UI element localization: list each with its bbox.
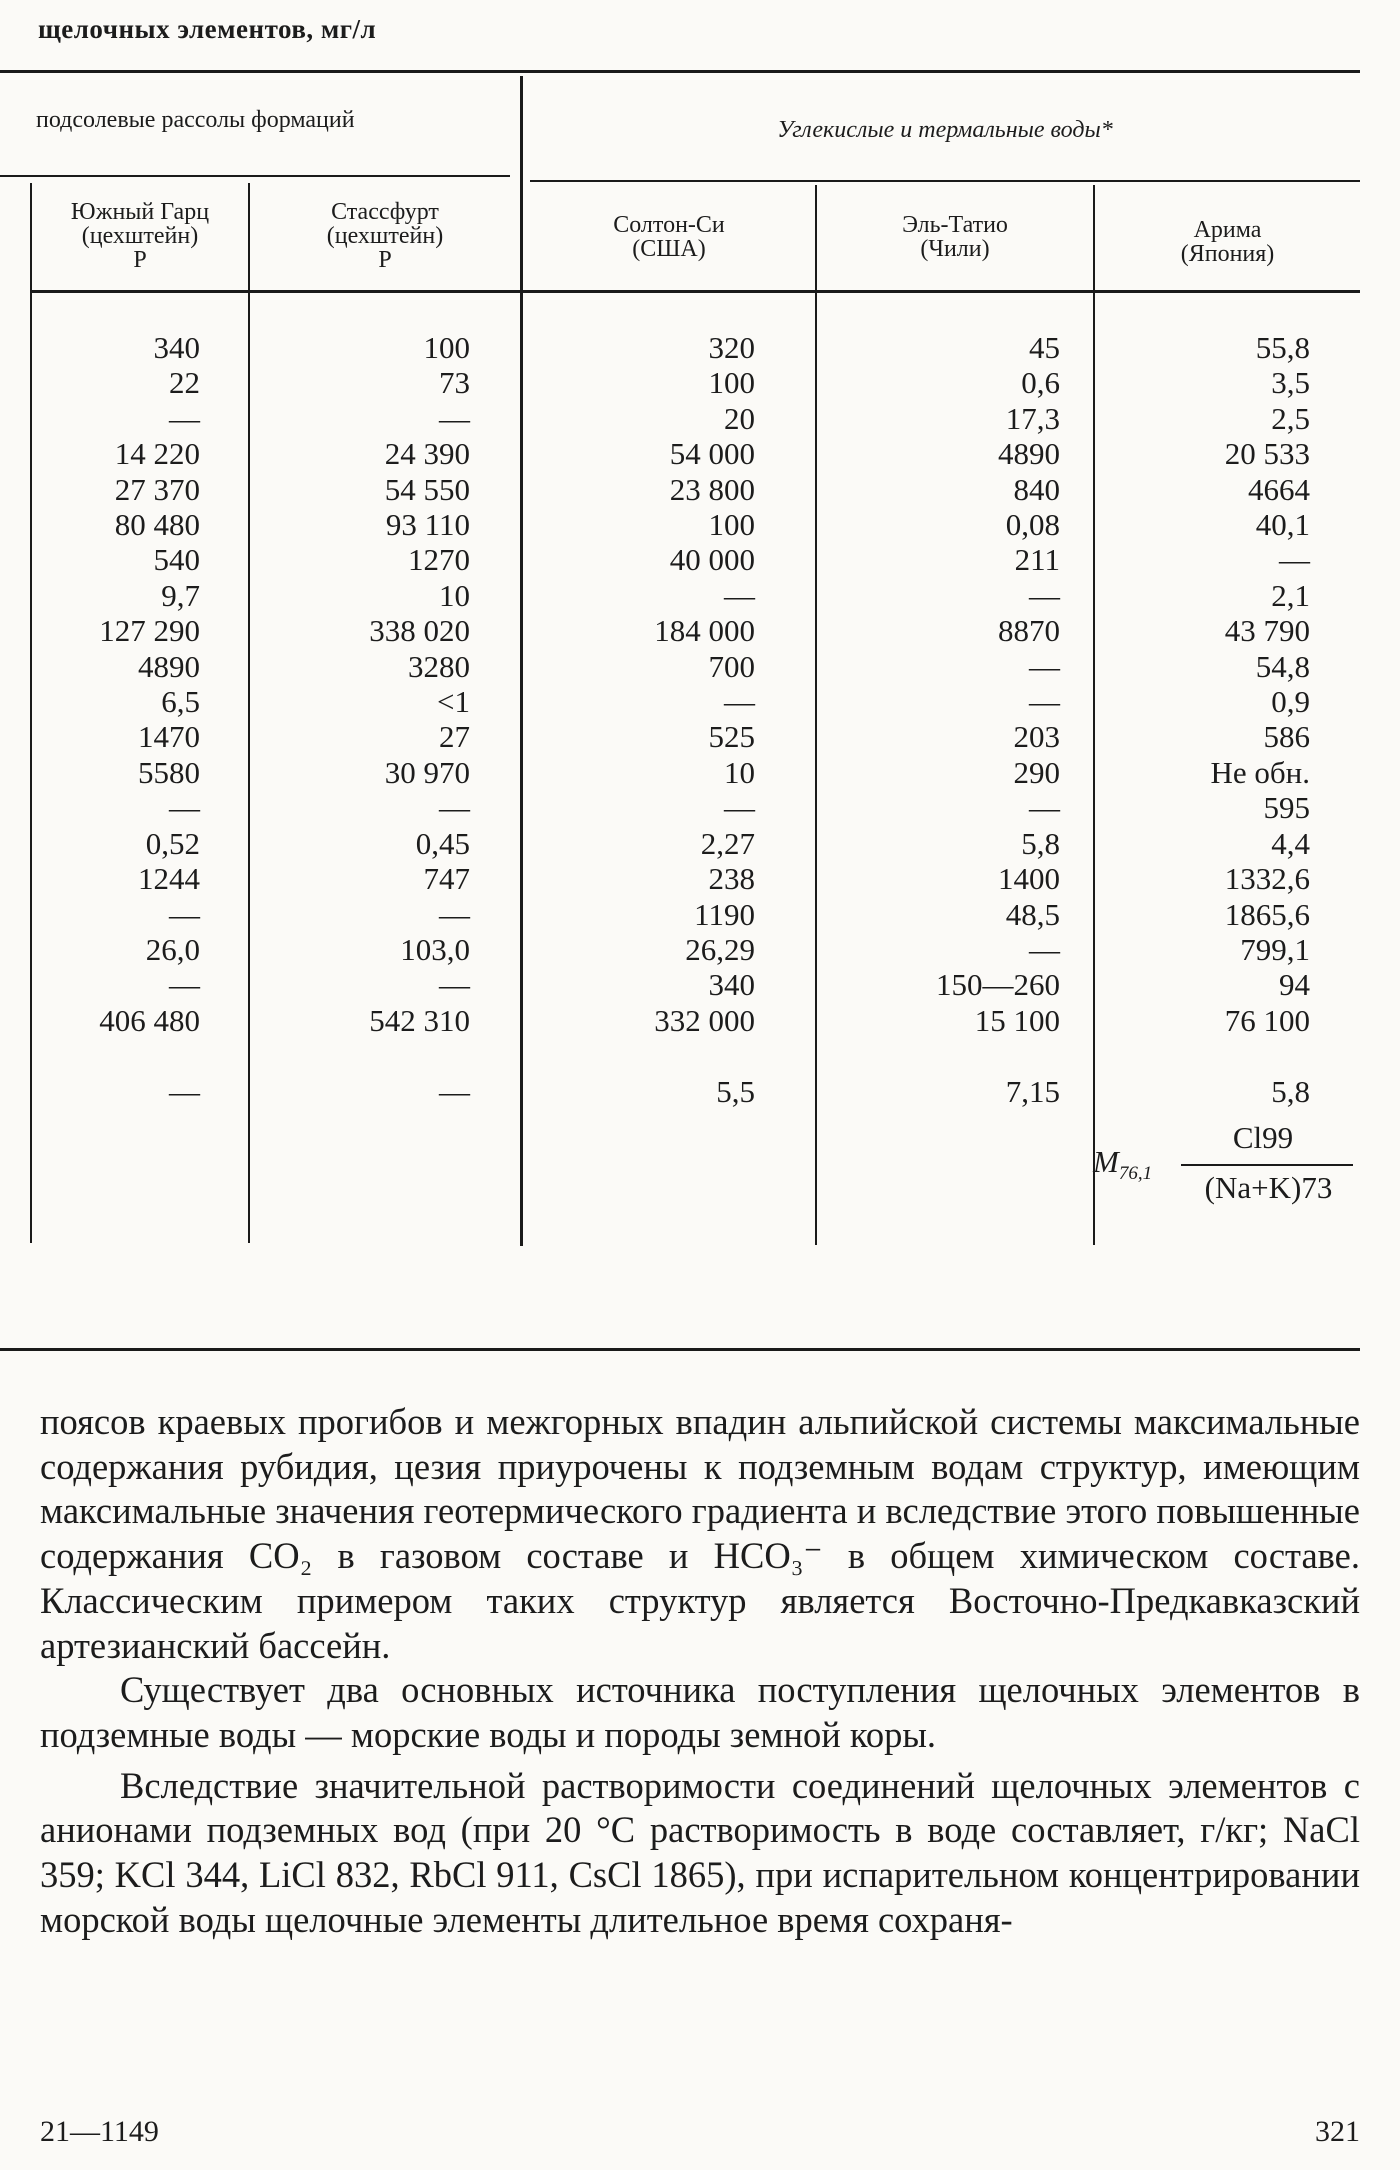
table-cell: — [169, 400, 200, 436]
table-cell: 22 [169, 365, 200, 401]
column-header-5: Арима (Япония) [1180, 217, 1275, 267]
table-cell: 184 000 [654, 613, 755, 649]
table-cell: 320 [708, 330, 755, 365]
table-cell: 14 220 [114, 436, 200, 472]
table-cell: 93 110 [385, 507, 470, 543]
table-cell: 20 [724, 400, 755, 436]
signature-mark: 21—1149 [40, 2115, 159, 2148]
table-cell: — [724, 790, 755, 826]
table-cell [840, 1038, 1060, 1073]
table-cell: — [724, 684, 755, 720]
table-cell [545, 1038, 755, 1073]
table-cell: — [1029, 790, 1060, 826]
table-cell: — [439, 790, 470, 826]
table-cell: 48,5 [1005, 896, 1060, 932]
group-header-right: Углекислые и термальные воды* [777, 117, 1113, 143]
table-bottom-rule [0, 1348, 1360, 1351]
table-cell: 40 000 [669, 542, 755, 578]
table-cell [1110, 1038, 1310, 1073]
table-cell: 8870 [998, 613, 1060, 649]
table-cell: 5,8 [1021, 825, 1060, 861]
table-cell [270, 1038, 470, 1073]
table-cell: 203 [1013, 719, 1060, 755]
table-cell: 9,7 [161, 577, 200, 613]
table-cell: Не обн. [1210, 754, 1310, 790]
table-cell: 3,5 [1271, 365, 1310, 401]
table-cell: 5,8 [1271, 1073, 1310, 1109]
table-cell: 340 [153, 330, 200, 365]
column-header-1: Южный Гарц (цехштейн) Р [70, 199, 210, 273]
table-cell: 15 100 [974, 1002, 1060, 1038]
table-cell: 0,52 [145, 825, 200, 861]
data-column-5 [1110, 330, 1310, 1109]
formula-fraction-bar [1181, 1164, 1353, 1166]
paragraph-2: Существует два основных источника поступления щелочных элементов в подземные воды — морские воды и породы земной коры. [40, 1669, 1360, 1755]
table-cell: — [1279, 542, 1310, 578]
table-cell: 76 100 [1224, 1002, 1310, 1038]
group-right-rule [530, 180, 1360, 182]
table-cell: 17,3 [1005, 400, 1060, 436]
table-cell: 2,5 [1271, 400, 1310, 436]
table-cell: — [1029, 577, 1060, 613]
table-cell: 27 370 [114, 471, 200, 507]
table-cell: 54 550 [384, 471, 470, 507]
table-cell: 840 [1013, 471, 1060, 507]
table-cell: 332 000 [654, 1002, 755, 1038]
table-cell: 27 [439, 719, 470, 755]
table-cell: 4,4 [1271, 825, 1310, 861]
table-cell: — [724, 577, 755, 613]
divider-col5 [1093, 185, 1095, 1245]
table-cell: 20 533 [1224, 436, 1310, 472]
formula-subscript: 76,1 [1118, 1163, 1153, 1185]
table-cell: 1400 [998, 861, 1060, 897]
table-cell: 26,0 [145, 931, 200, 967]
data-column-3 [545, 330, 755, 1109]
table-cell: 23 800 [669, 471, 755, 507]
table-cell: 26,29 [685, 931, 755, 967]
table-cell: 2,1 [1271, 577, 1310, 613]
table-cell: 5580 [138, 754, 200, 790]
table-cell: 1244 [138, 861, 200, 897]
table-cell: 40,1 [1255, 507, 1310, 543]
group-left-rule [0, 175, 510, 177]
table-cell: 5,5 [716, 1073, 755, 1109]
table-cell: 100 [708, 365, 755, 401]
data-column-1 [40, 330, 200, 1109]
table-cell: 45 [1029, 330, 1060, 365]
data-column-2 [270, 330, 470, 1109]
table-cell: 799,1 [1240, 931, 1310, 967]
table-cell: 0,45 [415, 825, 470, 861]
group-header-left: подсолевые рассолы формаций [36, 107, 355, 133]
table-caption: щелочных элементов, мг/л [38, 14, 377, 44]
page-number: 321 [1315, 2115, 1360, 2148]
table-cell: 525 [708, 719, 755, 755]
table-cell: 24 390 [384, 436, 470, 472]
table-cell: 290 [1013, 754, 1060, 790]
table-cell: 542 310 [369, 1002, 470, 1038]
table-cell: 4664 [1248, 471, 1310, 507]
table-cell: — [439, 967, 470, 1003]
formula-numerator: Cl99 [1232, 1120, 1294, 1155]
table-cell: — [169, 896, 200, 932]
paragraph-3: Вследствие значительной растворимости соединений щелочных элементов с анионами подземных вод (при 20 °С растворимость в воде составляет, г/кг; NaCl 359; KCl 344, LiCl 832, RbCl 911, CsCl 1865), при испарительном концентрировании морской воды щелочные элементы длительное время сохраня- [40, 1764, 1360, 1940]
table-cell: — [1029, 931, 1060, 967]
table-cell: 1332,6 [1224, 861, 1310, 897]
body-text [40, 1400, 1360, 1942]
table-cell: 4890 [138, 648, 200, 684]
table-cell: 43 790 [1224, 613, 1310, 649]
table-cell: — [169, 790, 200, 826]
table-cell: 10 [439, 577, 470, 613]
table-cell: 94 [1279, 967, 1310, 1003]
table-cell: 747 [423, 861, 470, 897]
column-header-4: Эль-Татио (Чили) [902, 212, 1008, 262]
table-cell: 0,9 [1271, 684, 1310, 720]
table-cell: 338 020 [369, 613, 470, 649]
table-cell: 30 970 [384, 754, 470, 790]
table-top-rule [0, 70, 1360, 73]
table-cell: — [439, 400, 470, 436]
data-column-4 [840, 330, 1060, 1109]
table-cell: 540 [153, 542, 200, 578]
table-cell [40, 1038, 200, 1073]
table-cell: 340 [708, 967, 755, 1003]
divider-col4 [815, 185, 817, 1245]
table-cell: 6,5 [161, 684, 200, 720]
table-cell: 10 [724, 754, 755, 790]
table-cell: 2,27 [700, 825, 755, 861]
table-cell: 238 [708, 861, 755, 897]
paragraph-1: поясов краевых прогибов и межгорных впадин альпийской системы максимальные содержания рубидия, цезия приурочены к подземным водам структур, имеющим максимальные значения геотермического градиента и вследствие этого повышенные содержания СО₂ в газовом составе и HCO₃⁻ в общем химическом составе. Классическим примером таких структур является Восточно-Предкавказский артезианский бассейн. [40, 1401, 1360, 1666]
table-cell: 54 000 [669, 436, 755, 472]
table-cell: 1865,6 [1224, 896, 1310, 932]
table-cell: — [169, 1073, 200, 1109]
table-cell: 55,8 [1255, 330, 1310, 365]
table-cell: 700 [708, 648, 755, 684]
table-cell: 406 480 [99, 1002, 200, 1038]
table-cell: 7,15 [1005, 1073, 1060, 1109]
table-cell: 54,8 [1255, 648, 1310, 684]
table-cell: 103,0 [400, 931, 470, 967]
formula-denominator: (Na+K)73 [1204, 1170, 1333, 1205]
table-cell: 586 [1263, 719, 1310, 755]
table-cell: 595 [1263, 790, 1310, 826]
header-bottom-rule [30, 290, 1360, 293]
table-cell: 1470 [138, 719, 200, 755]
table-cell: 211 [1014, 542, 1060, 578]
table-cell: — [1029, 684, 1060, 720]
table-cell: 80 480 [114, 507, 200, 543]
column-header-3: Солтон-Си (США) [613, 212, 725, 262]
table-cell: 150—260 [936, 967, 1060, 1003]
table-cell: 0,08 [1005, 507, 1060, 543]
table-cell: 73 [439, 365, 470, 401]
table-cell: 100 [423, 330, 470, 365]
table-cell: 4890 [998, 436, 1060, 472]
table-cell: 3280 [408, 648, 470, 684]
divider-col2 [248, 183, 250, 1243]
table-cell: — [439, 1073, 470, 1109]
table-cell: 0,6 [1021, 365, 1060, 401]
column-header-2: Стассфурт (цехштейн) Р [326, 199, 444, 273]
table-cell: 1190 [694, 896, 755, 932]
table-cell: — [1029, 648, 1060, 684]
table-cell: <1 [437, 684, 470, 720]
table-cell: — [439, 896, 470, 932]
table-cell: 127 290 [99, 613, 200, 649]
ion-formula [1093, 1122, 1360, 1212]
divider-col1 [30, 183, 32, 1243]
table-cell: 1270 [408, 542, 470, 578]
formula-m: M [1093, 1144, 1119, 1179]
table-cell: 100 [708, 507, 755, 543]
table-cell: — [169, 967, 200, 1003]
